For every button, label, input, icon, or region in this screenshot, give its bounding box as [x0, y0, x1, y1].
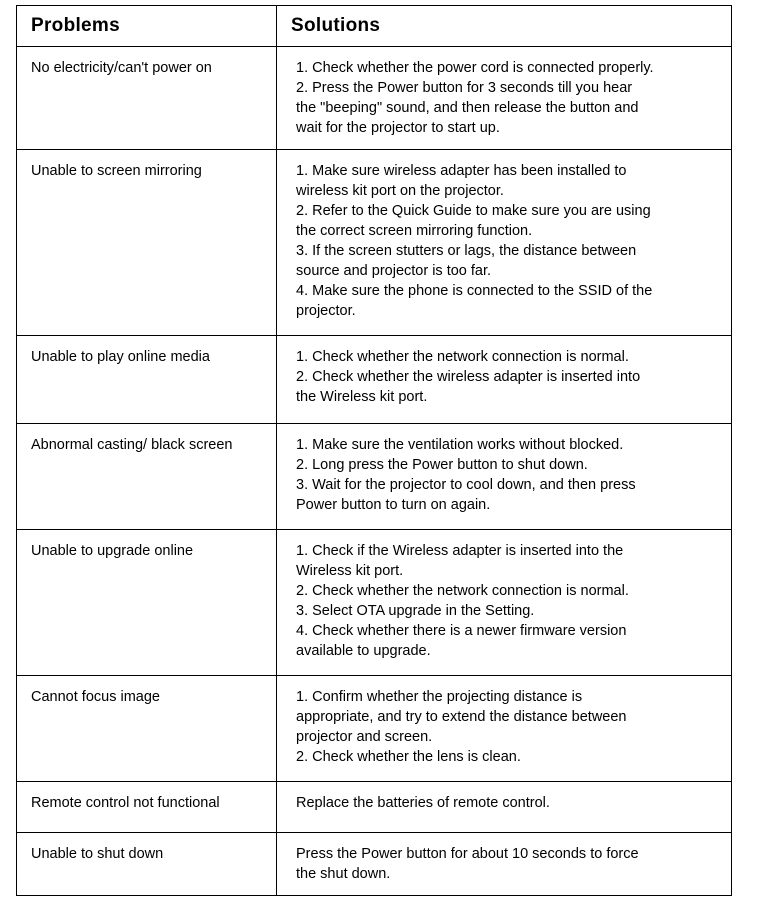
solution-line: 2. Long press the Power button to shut down. — [296, 457, 588, 473]
solution-line: the "beeping" sound, and then release the button and — [296, 100, 639, 116]
problem-cell: No electricity/can't power on — [17, 47, 277, 150]
column-header-problems: Problems — [17, 6, 277, 47]
solution-cell — [277, 336, 732, 424]
solution-line: Press the Power button for about 10 seconds to force — [296, 846, 639, 862]
table-row — [17, 336, 732, 424]
solution-line: projector and screen. — [296, 729, 433, 745]
table-body — [17, 47, 732, 896]
solution-line: 3. Select OTA upgrade in the Setting. — [296, 603, 535, 619]
solution-line: 2. Refer to the Quick Guide to make sure you are using — [296, 203, 651, 219]
solution-line: 4. Make sure the phone is connected to the SSID of the — [296, 283, 653, 299]
solution-line: wait for the projector to start up. — [296, 120, 500, 136]
solution-cell — [277, 676, 732, 782]
solution-cell — [277, 47, 732, 150]
solution-line: 1. Make sure wireless adapter has been installed to — [296, 163, 627, 179]
solution-line: projector. — [296, 303, 356, 319]
table-header — [17, 6, 732, 47]
solution-cell — [277, 530, 732, 676]
problem-cell: Remote control not functional — [17, 782, 277, 833]
table-row — [17, 424, 732, 530]
solution-line: 1. Check whether the power cord is connected properly. — [296, 60, 654, 76]
solution-line: wireless kit port on the projector. — [296, 183, 504, 199]
solution-line: available to upgrade. — [296, 643, 431, 659]
column-header-solutions: Solutions — [277, 6, 732, 47]
solution-line: 1. Confirm whether the projecting distance is — [296, 689, 583, 705]
problem-cell: Abnormal casting/ black screen — [17, 424, 277, 530]
table-row — [17, 782, 732, 833]
table-row — [17, 833, 732, 896]
table-row — [17, 530, 732, 676]
troubleshooting-table — [16, 5, 732, 896]
solution-line: the Wireless kit port. — [296, 389, 428, 405]
solution-line: 2. Check whether the wireless adapter is inserted into — [296, 369, 641, 385]
solution-line: 4. Check whether there is a newer firmware version — [296, 623, 627, 639]
table-row — [17, 676, 732, 782]
problem-cell: Unable to play online media — [17, 336, 277, 424]
solution-line: Power button to turn on again. — [296, 497, 491, 513]
solution-line: 2. Check whether the lens is clean. — [296, 749, 521, 765]
table-row — [17, 150, 732, 336]
solution-cell — [277, 782, 732, 833]
solution-cell — [277, 424, 732, 530]
solution-line: source and projector is too far. — [296, 263, 492, 279]
solution-line: Replace the batteries of remote control. — [296, 795, 550, 811]
solution-line: the shut down. — [296, 866, 391, 882]
solution-line: 1. Make sure the ventilation works without blocked. — [296, 437, 624, 453]
solution-line: Wireless kit port. — [296, 563, 404, 579]
solution-cell — [277, 150, 732, 336]
problem-cell: Unable to upgrade online — [17, 530, 277, 676]
solution-line: 2. Press the Power button for 3 seconds till you hear — [296, 80, 633, 96]
solution-line: 3. If the screen stutters or lags, the distance between — [296, 243, 637, 259]
solution-line: 1. Check if the Wireless adapter is inserted into the — [296, 543, 624, 559]
solution-line: appropriate, and try to extend the distance between — [296, 709, 627, 725]
solution-line: 2. Check whether the network connection is normal. — [296, 583, 629, 599]
problem-cell: Unable to shut down — [17, 833, 277, 896]
solution-line: the correct screen mirroring function. — [296, 223, 533, 239]
solution-line: 1. Check whether the network connection is normal. — [296, 349, 629, 365]
solution-line: 3. Wait for the projector to cool down, and then press — [296, 477, 636, 493]
table-row — [17, 47, 732, 150]
problem-cell: Unable to screen mirroring — [17, 150, 277, 336]
table-header-row — [17, 6, 732, 47]
problem-cell: Cannot focus image — [17, 676, 277, 782]
solution-cell — [277, 833, 732, 896]
